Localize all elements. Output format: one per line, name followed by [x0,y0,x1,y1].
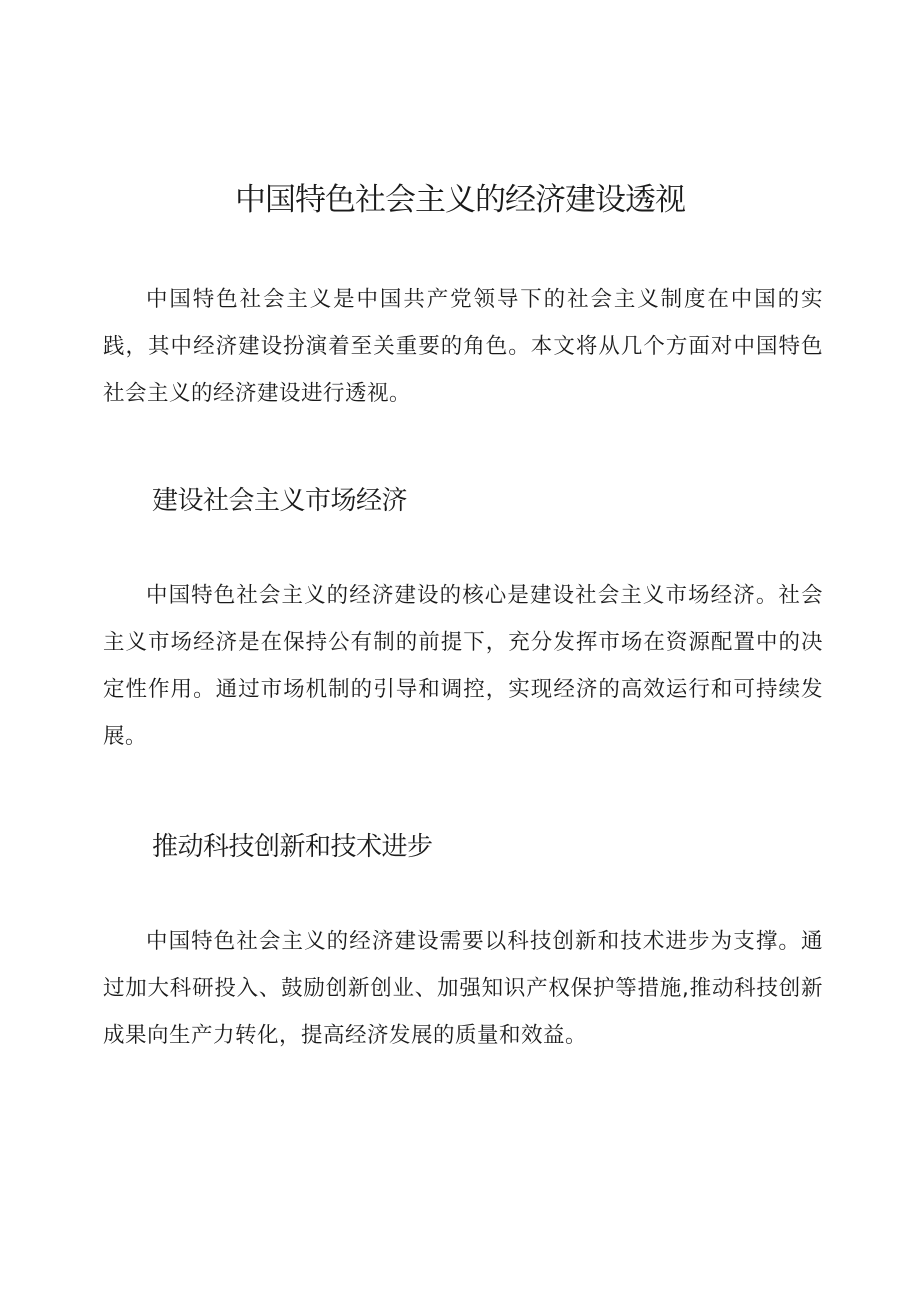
document-title: 中国特色社会主义的经济建设透视 [235,182,685,218]
section-heading-tech-innovation: 推动科技创新和技术进步 [152,832,433,862]
intro-paragraph: 中国特色社会主义是中国共产党领导下的社会主义制度在中国的实践，其中经济建设扮演着至关重要的角色。本文将从几个方面对中国特色社会主义的经济建设进行透视。 [103,287,823,406]
section-body-market-economy: 中国特色社会主义的经济建设的核心是建设社会主义市场经济。社会主义市场经济是在保持公有制的前提下，充分发挥市场在资源配置中的决定性作用。通过市场机制的引导和调控，实现经济的高效运行和可持续发展。 [103,583,823,749]
section-heading-market-economy: 建设社会主义市场经济 [152,486,408,516]
section-body-tech-innovation: 中国特色社会主义的经济建设需要以科技创新和技术进步为支撑。通过加大科研投入、鼓励创新创业、加强知识产权保护等措施,推动科技创新成果向生产力转化，提高经济发展的质量和效益。 [103,929,823,1048]
